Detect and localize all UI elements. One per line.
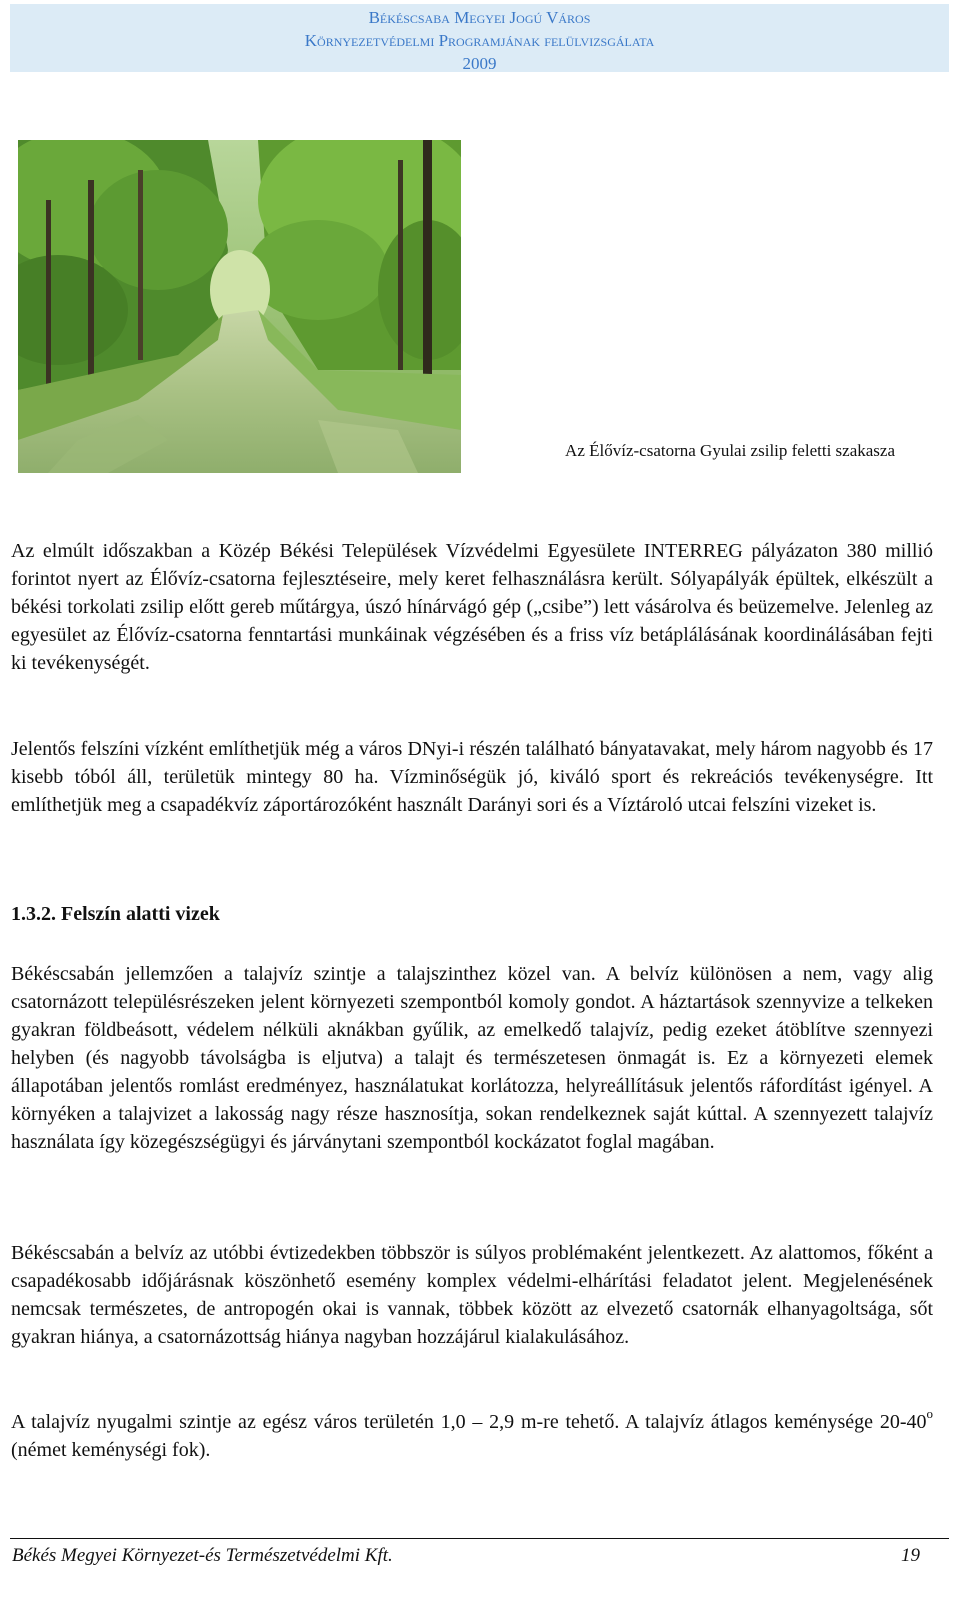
header-subtitle: Környezetvédelmi Programjának felülvizsgálata bbox=[304, 31, 655, 50]
degree-superscript: o bbox=[926, 1406, 933, 1422]
document-header bbox=[10, 4, 949, 72]
paragraph-banyatavak: Jelentős felszíni vízként említhetjük még a város DNyi-i részén található bányatavakat, mely három nagyobb és 17 kisebb tóból áll, területük mintegy 80 ha. Vízminőségük jó, kiváló sport és rekreációs tevékenységre. Itt említhetjük meg a csapadékvíz záportározóként használt Darányi sori és a Víztároló utcai felszíni vizeket is. bbox=[11, 738, 933, 816]
page-number: 19 bbox=[901, 1545, 920, 1566]
kemenyseg-text: A talajvíz nyugalmi szintje az egész város területén 1,0 – 2,9 m-re tehető. A talajvíz átlagos keménysége 20-40 bbox=[11, 1411, 927, 1433]
paragraph-talajviz: Békéscsabán jellemzően a talajvíz szintje a talajszinthez közel van. A belvíz különösen a nem, vagy alig csatornázott településrészeken jelent környezeti szempontból komoly gondot. A háztartások szennyvize a telkeken gyakran földbeásott, védelem nélküli aknákban gyűlik, az emelkedő talajvíz, pedig ezeket átöblítve szennyezi helyben (és nagyobb távolságba is eljutva) a talajt és természetesen önmagát is. Ez a környezeti elemek állapotában jelentős romlást eredményez, használatukat korlátozza, helyreállításuk jelentős ráfordítást igényel. A környéken a talajvizet a lakosság nagy része hasznosítja, sokan rendelkeznek saját kúttal. A szennyezett talajvíz használata így közegészségügyi és járványtani szempontból kockázatot foglal magában. bbox=[11, 963, 933, 1153]
section-heading: 1.3.2. Felszín alatti vizek bbox=[11, 903, 220, 925]
paragraph-kemenyseg bbox=[11, 1408, 933, 1464]
header-year: 2009 bbox=[462, 54, 497, 73]
figure-caption: Az Élővíz-csatorna Gyulai zsilip feletti szakasza bbox=[565, 441, 895, 460]
header-title: Békéscsaba Megyei Jogú Város bbox=[368, 8, 591, 27]
canal-photo bbox=[18, 140, 461, 473]
kemenyseg-unit: (német keménységi fok). bbox=[11, 1439, 211, 1461]
paragraph-belviz: Békéscsabán a belvíz az utóbbi évtizedekben többször is súlyos problémaként jelentkezett. Az alattomos, főként a csapadékosabb időjárásnak köszönhető esemény komplex védelmi-elhárítási feladatot jelent. Megjelenésének nemcsak természetes, de antropogén okai is vannak, többek között az elvezető csatornák elhanyagoltsága, sőt gyakran hiánya, a csatornázottság hiánya nagyban hozzájárul kialakulásához. bbox=[11, 1242, 933, 1348]
paragraph-interreg: Az elmúlt időszakban a Közép Békési Települések Vízvédelmi Egyesülete INTERREG pályázaton 380 millió forintot nyert az Élővíz-csatorna fejlesztéseire, mely keret felhasználásra került. Sólyapályák épültek, elkészült a békési torkolati zsilip előtt gereb műtárgya, úszó hínárvágó gép („csibe”) lett vásárolva és beüzemelve. Jelenleg az egyesület az Élővíz-csatorna fenntartási munkáinak végzésében és a friss víz betáplálásának koordinálásában fejti ki tevékenységét. bbox=[11, 540, 933, 674]
footer-divider bbox=[10, 1538, 949, 1539]
footer-organization: Békés Megyei Környezet-és Természetvédelmi Kft. bbox=[12, 1545, 393, 1566]
